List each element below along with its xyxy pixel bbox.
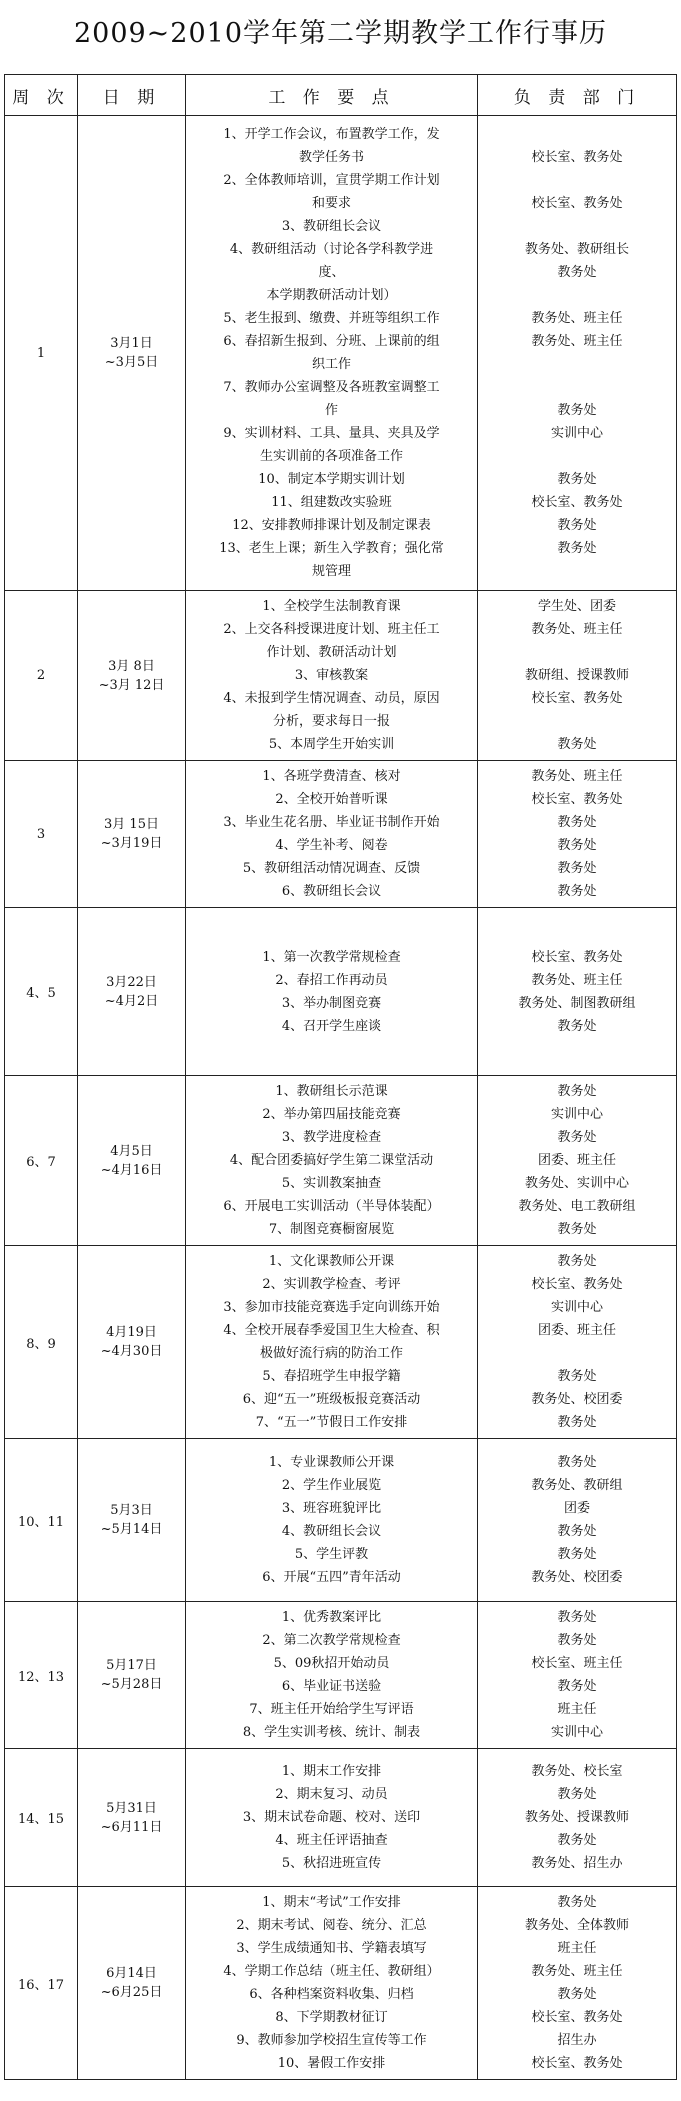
work-item-line: 2、全体教师培训，宣贯学期工作计划 <box>223 173 440 188</box>
department-cell <box>478 908 677 1076</box>
work-item-line: 1、各班学费清查、核对 <box>262 769 401 784</box>
work-item-line: 9、实训材料、工具、量具、夹具及学 <box>223 426 440 441</box>
department-line: 教研组、授课教师 <box>524 668 629 683</box>
department-line: 教务处、电工教研组 <box>518 1199 636 1214</box>
work-item-line: 3、毕业生花名册、毕业证书制作开始 <box>223 815 440 830</box>
header-week: 周 次 <box>5 75 78 116</box>
work-item-line: 2、春招工作再动员 <box>275 972 388 988</box>
department-line: 教务处、校长室 <box>531 1764 623 1779</box>
date-line: ~3月5日 <box>104 355 159 370</box>
work-items-cell <box>186 1439 478 1602</box>
table-row <box>5 1602 677 1749</box>
department-line: 校长室、班主任 <box>531 1656 623 1671</box>
date-line: ~3月 12日 <box>98 677 165 693</box>
department-line: 实训中心 <box>550 1300 603 1315</box>
department-line: 教务处、全体教师 <box>524 1918 629 1933</box>
work-item-line: 6、各种档案资料收集、归档 <box>249 1987 414 2002</box>
work-item-line: 生实训前的各项准备工作 <box>259 449 403 464</box>
date-line: ~5月28日 <box>100 1677 163 1692</box>
work-item-line: 7、班主任开始给学生写评语 <box>249 1702 414 1717</box>
department-line: 团委、班主任 <box>537 1323 616 1338</box>
work-item-line: 5、实训教案抽查 <box>281 1176 382 1191</box>
department-line: 教务处 <box>557 1987 597 2002</box>
week-cell: 3 <box>5 761 78 908</box>
work-items-cell <box>186 1887 478 2080</box>
work-item-line: 2、期末复习、动员 <box>275 1787 388 1802</box>
department-cell <box>478 1439 677 1602</box>
work-item-line: 4、学生补考、阅卷 <box>275 838 388 853</box>
work-item-line: 4、教研组活动（讨论各学科教学进 <box>229 242 434 257</box>
department-line: 教务处、授课教师 <box>524 1810 629 1825</box>
work-item-line: 11、组建数改实验班 <box>271 495 392 510</box>
table-row <box>5 1749 677 1887</box>
work-item-line: 4、教研组长会议 <box>281 1524 382 1539</box>
table-row <box>5 761 677 908</box>
department-line: 教务处 <box>557 541 597 556</box>
department-line: 教务处、班主任 <box>531 769 623 784</box>
department-line <box>482 123 672 146</box>
work-item-line: 1、优秀教案评比 <box>281 1610 382 1625</box>
week-cell: 14、15 <box>5 1749 78 1887</box>
table-row <box>5 1246 677 1439</box>
department-line: 教务处、教研组 <box>531 1478 623 1493</box>
table-row <box>5 1439 677 1602</box>
department-line: 教务处、教研组长 <box>524 242 629 257</box>
department-line: 教务处 <box>557 1254 597 1269</box>
work-item-line: 9、教师参加学校招生宣传等工作 <box>236 2033 427 2048</box>
department-line <box>482 169 672 192</box>
work-item-line: 1、教研组长示范课 <box>275 1084 388 1099</box>
department-line: 班主任 <box>557 1702 597 1717</box>
department-line: 学生处、团委 <box>537 599 616 614</box>
department-line <box>482 445 672 468</box>
department-line: 教务处、班主任 <box>531 334 623 349</box>
date-line: ~5月14日 <box>100 1522 163 1537</box>
work-items-cell <box>186 116 478 591</box>
work-items-cell <box>186 761 478 908</box>
department-line: 教务处 <box>557 861 597 876</box>
date-cell <box>78 761 186 908</box>
work-item-line: 3、期末试卷命题、校对、送印 <box>242 1810 421 1825</box>
work-item-line: 规管理 <box>311 564 351 579</box>
date-line: 4月5日 <box>110 1143 153 1159</box>
department-line: 校长室、教务处 <box>531 792 623 807</box>
department-cell <box>478 591 677 761</box>
date-line: 3月1日 <box>110 336 153 351</box>
department-line: 教务处 <box>557 403 597 418</box>
work-item-line: 7、制图竞赛橱窗展览 <box>268 1222 395 1237</box>
department-line: 班主任 <box>557 1941 597 1956</box>
department-cell <box>478 1076 677 1246</box>
date-line: 6月14日 <box>106 1966 157 1981</box>
department-line: 教务处、校团委 <box>531 1570 623 1585</box>
work-item-line: 1、期末工作安排 <box>281 1764 382 1779</box>
department-line <box>482 560 672 583</box>
table-row <box>5 591 677 761</box>
department-line: 教务处、校团委 <box>531 1392 623 1407</box>
date-line: 3月 8日 <box>108 658 155 674</box>
department-line: 教务处 <box>557 1524 597 1539</box>
department-line: 教务处、实训中心 <box>524 1176 629 1191</box>
department-line: 教务处 <box>557 518 597 533</box>
department-line: 教务处、班主任 <box>531 311 623 326</box>
work-item-line: 8、下学期教材征订 <box>275 2010 388 2025</box>
department-line <box>482 641 672 664</box>
work-item-line: 4、未报到学生情况调查、动员，原因 <box>223 691 440 706</box>
department-line: 校长室、教务处 <box>531 495 623 510</box>
department-cell <box>478 116 677 591</box>
date-line: 5月31日 <box>106 1800 157 1816</box>
date-line: ~6月25日 <box>100 1985 163 2000</box>
work-item-line: 5、教研组活动情况调查、反馈 <box>242 861 421 876</box>
date-line: 3月 15日 <box>104 817 159 832</box>
department-line: 教务处 <box>557 884 597 899</box>
work-item-line: 1、文化课教师公开课 <box>268 1254 395 1269</box>
work-item-line: 3、学生成绩通知书、学籍表填写 <box>236 1941 427 1956</box>
date-cell <box>78 1076 186 1246</box>
department-cell <box>478 1749 677 1887</box>
department-line: 校长室、教务处 <box>531 2010 623 2025</box>
department-line: 教务处 <box>557 838 597 853</box>
department-line: 校长室、教务处 <box>531 1277 623 1292</box>
department-line <box>482 376 672 399</box>
work-item-line: 3、教研组长会议 <box>281 219 382 234</box>
header-row <box>5 75 677 116</box>
week-cell: 12、13 <box>5 1602 78 1749</box>
department-line: 实训中心 <box>550 1725 603 1740</box>
work-item-line: 2、学生作业展览 <box>281 1478 382 1493</box>
department-line: 教务处 <box>557 472 597 487</box>
department-line: 教务处 <box>557 1895 597 1910</box>
work-items-cell <box>186 1246 478 1439</box>
work-item-line: 3、教学进度检查 <box>281 1130 382 1145</box>
work-item-line: 4、学期工作总结（班主任、教研组） <box>223 1964 440 1979</box>
department-line: 团委 <box>563 1501 590 1516</box>
date-line: ~6月11日 <box>100 1819 163 1835</box>
work-item-line: 10、制定本学期实训计划 <box>258 472 405 487</box>
work-item-line: 3、举办制图竞赛 <box>281 995 382 1011</box>
work-items-cell <box>186 908 478 1076</box>
department-line: 教务处 <box>557 737 597 752</box>
department-line: 教务处 <box>557 1222 597 1237</box>
work-items-cell <box>186 1602 478 1749</box>
work-item-line: 2、全校开始普听课 <box>275 792 388 807</box>
department-line: 教务处 <box>557 1369 597 1384</box>
department-line <box>482 284 672 307</box>
work-item-line: 作计划、教研活动计划 <box>266 645 397 660</box>
calendar-table <box>4 74 677 2080</box>
department-line: 教务处、班主任 <box>531 622 623 637</box>
work-item-line: 7、教师办公室调整及各班教室调整工 <box>223 380 440 395</box>
department-line: 团委、班主任 <box>537 1153 616 1168</box>
work-item-line: 6、开展电工实训活动（半导体装配） <box>223 1199 440 1214</box>
department-line: 教务处 <box>557 1455 597 1470</box>
date-cell <box>78 1246 186 1439</box>
department-line: 校长室、教务处 <box>531 2056 623 2071</box>
date-cell <box>78 1439 186 1602</box>
date-cell <box>78 591 186 761</box>
department-cell <box>478 1246 677 1439</box>
work-item-line: 2、第二次教学常规检查 <box>262 1633 401 1648</box>
date-line: 4月19日 <box>106 1325 157 1340</box>
department-line: 教务处、班主任 <box>531 1964 623 1979</box>
week-cell: 8、9 <box>5 1246 78 1439</box>
department-line: 教务处 <box>557 1633 597 1648</box>
work-item-line: 5、09秋招开始动员 <box>273 1656 390 1671</box>
work-item-line: 8、学生实训考核、统计、制表 <box>242 1725 421 1740</box>
header-dept: 负 责 部 门 <box>478 75 677 116</box>
department-line: 招生办 <box>557 2033 597 2048</box>
date-line: ~4月2日 <box>104 993 159 1009</box>
department-line: 校长室、教务处 <box>531 150 623 165</box>
week-cell: 16、17 <box>5 1887 78 2080</box>
page-title: 2009~2010学年第二学期教学工作行事历 <box>73 18 608 49</box>
work-item-line: 2、上交各科授课进度计划、班主任工 <box>223 622 440 637</box>
work-items-cell <box>186 1749 478 1887</box>
work-item-line: 5、老生报到、缴费、并班等组织工作 <box>223 311 440 326</box>
department-line: 教务处 <box>557 1084 597 1099</box>
work-items-cell <box>186 591 478 761</box>
date-cell <box>78 116 186 591</box>
department-line: 教务处 <box>557 1130 597 1145</box>
table-row <box>5 1887 677 2080</box>
department-line: 教务处 <box>557 1679 597 1694</box>
department-line: 教务处 <box>557 815 597 830</box>
week-cell: 1 <box>5 116 78 591</box>
department-line: 教务处 <box>557 1787 597 1802</box>
work-item-line: 本学期教研活动计划） <box>266 288 397 303</box>
date-line: 5月17日 <box>106 1658 157 1673</box>
department-cell <box>478 1887 677 2080</box>
work-item-line: 12、安排教师排课计划及制定课表 <box>232 518 431 533</box>
header-date: 日 期 <box>78 75 186 116</box>
work-item-line: 7、“五一”节假日工作安排 <box>255 1415 408 1430</box>
date-cell <box>78 908 186 1076</box>
week-cell: 10、11 <box>5 1439 78 1602</box>
department-cell <box>478 1602 677 1749</box>
work-item-line: 分析，要求每日一报 <box>272 714 390 729</box>
work-item-line: 教学任务书 <box>298 150 364 165</box>
work-item-line: 4、召开学生座谈 <box>281 1018 382 1034</box>
header-items: 工 作 要 点 <box>186 75 478 116</box>
week-cell: 2 <box>5 591 78 761</box>
work-item-line: 1、期末“考试”工作安排 <box>262 1895 401 1910</box>
date-cell <box>78 1887 186 2080</box>
work-item-line: 1、专业课教师公开课 <box>268 1455 395 1470</box>
work-item-line: 3、参加市技能竞赛选手定向训练开始 <box>223 1300 440 1315</box>
work-item-line: 2、实训教学检查、考评 <box>262 1277 401 1292</box>
work-items-cell <box>186 1076 478 1246</box>
department-line: 实训中心 <box>550 1107 603 1122</box>
week-cell: 4、5 <box>5 908 78 1076</box>
work-item-line: 4、配合团委搞好学生第二课堂活动 <box>229 1153 434 1168</box>
work-item-line: 10、暑假工作安排 <box>277 2056 386 2071</box>
table-row <box>5 908 677 1076</box>
work-item-line: 和要求 <box>311 196 351 211</box>
department-line: 校长室、教务处 <box>531 196 623 211</box>
work-item-line: 5、学生评教 <box>294 1547 369 1562</box>
work-item-line: 6、教研组长会议 <box>281 884 382 899</box>
work-item-line: 6、毕业证书送验 <box>281 1679 382 1694</box>
date-cell <box>78 1602 186 1749</box>
work-item-line: 3、班容班貌评比 <box>281 1501 382 1516</box>
work-item-line: 织工作 <box>311 357 351 372</box>
work-item-line: 1、第一次教学常规检查 <box>262 949 401 965</box>
table-row <box>5 116 677 591</box>
department-line: 教务处 <box>557 265 597 280</box>
department-line <box>482 215 672 238</box>
work-item-line: 13、老生上课；新生入学教育；强化常 <box>219 541 444 556</box>
work-item-line: 6、开展“五四”青年活动 <box>262 1570 401 1585</box>
work-item-line: 5、春招班学生申报学籍 <box>262 1369 401 1384</box>
work-item-line: 6、春招新生报到、分班、上课前的组 <box>223 334 440 349</box>
department-line: 实训中心 <box>550 426 603 441</box>
department-line: 教务处 <box>557 1610 597 1625</box>
table-row <box>5 1076 677 1246</box>
date-line: ~4月30日 <box>100 1344 163 1359</box>
date-line: 3月22日 <box>106 974 157 990</box>
date-line: ~3月19日 <box>100 836 163 851</box>
department-line: 教务处、制图教研组 <box>518 995 636 1011</box>
work-item-line: 2、举办第四届技能竞赛 <box>262 1107 401 1122</box>
department-line: 教务处、班主任 <box>531 972 623 988</box>
department-line <box>482 710 672 733</box>
work-item-line: 极做好流行病的防治工作 <box>259 1346 403 1361</box>
work-item-line: 1、全校学生法制教育课 <box>262 599 401 614</box>
work-item-line: 6、迎“五一”班级板报竞赛活动 <box>242 1392 421 1407</box>
work-item-line: 1、开学工作会议，布置教学工作，发 <box>223 127 440 142</box>
work-item-line: 度、 <box>318 265 345 280</box>
work-item-line: 2、期末考试、阅卷、统分、汇总 <box>236 1918 427 1933</box>
department-line: 教务处 <box>557 1547 597 1562</box>
work-item-line: 4、全校开展春季爱国卫生大检查、积 <box>223 1323 440 1338</box>
date-line: 5月3日 <box>110 1503 153 1518</box>
department-line: 校长室、教务处 <box>531 949 623 965</box>
date-cell <box>78 1749 186 1887</box>
date-line: ~4月16日 <box>100 1162 163 1178</box>
work-item-line: 4、班主任评语抽查 <box>275 1833 388 1848</box>
work-item-line: 作 <box>324 403 338 418</box>
work-item-line: 5、本周学生开始实训 <box>268 737 395 752</box>
department-line <box>482 1342 672 1365</box>
department-line: 校长室、教务处 <box>531 691 623 706</box>
work-item-line: 5、秋招进班宣传 <box>281 1856 382 1871</box>
department-line <box>482 353 672 376</box>
department-line: 教务处 <box>557 1018 597 1034</box>
week-cell: 6、7 <box>5 1076 78 1246</box>
department-line: 教务处、招生办 <box>531 1856 623 1871</box>
department-line: 教务处 <box>557 1415 597 1430</box>
work-item-line: 3、审核教案 <box>294 668 369 683</box>
department-cell <box>478 761 677 908</box>
department-line: 教务处 <box>557 1833 597 1848</box>
